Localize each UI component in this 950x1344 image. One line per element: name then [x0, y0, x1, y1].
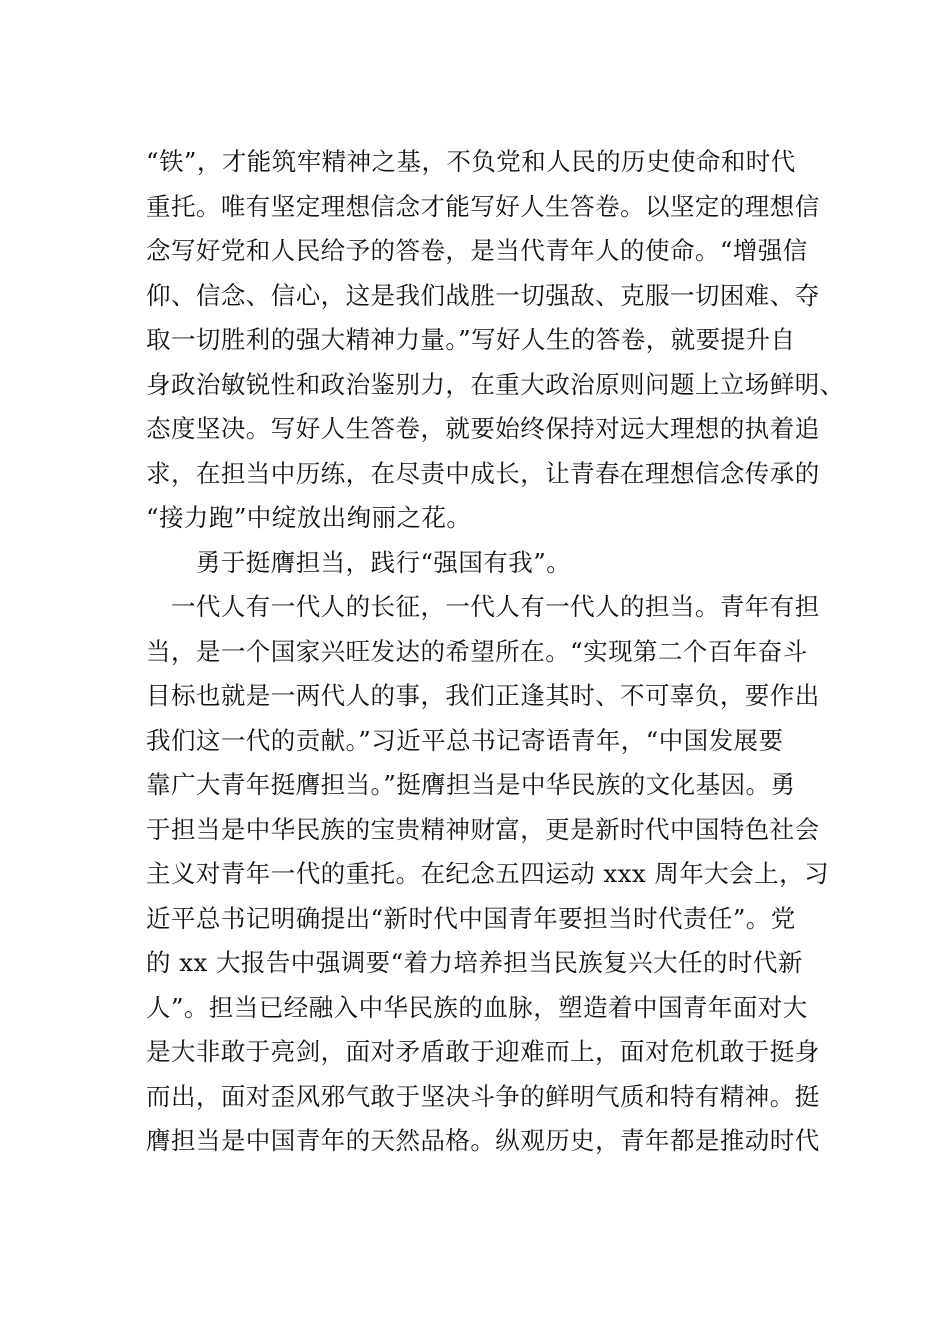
text-line: 当，是一个国家兴旺发达的希望所在。“实现第二个百年奋斗: [146, 636, 808, 666]
text-line: 念写好党和人民给予的答卷，是当代青年人的使命。“增强信: [146, 236, 808, 265]
text-line: 的 xx 大报告中强调要“着力培养担当民族复兴大任的时代新: [146, 948, 803, 977]
text-line: 靠广大青年挺膺担当。”挺膺担当是中华民族的文化基因。勇: [146, 770, 796, 799]
text-line: 膺担当是中国青年的天然品格。纵观历史，青年都是推动时代: [146, 1126, 820, 1155]
text-line: 人”。担当已经融入中华民族的血脉，塑造着中国青年面对大: [146, 992, 808, 1022]
text-line: 我们这一代的贡献。”习近平总书记寄语青年，“中国发展要: [146, 725, 784, 755]
text-line: “铁”，才能筑牢精神之基，不负党和人民的历史使命和时代: [146, 147, 796, 176]
section-heading: 勇于挺膺担当，践行“强国有我”。: [146, 547, 572, 577]
text-line: 身政治敏锐性和政治鉴别力，在重大政治原则问题上立场鲜明、: [146, 369, 845, 399]
text-line: 是大非敢于亮剑，面对矛盾敢于迎难而上，面对危机敢于挺身: [146, 1037, 820, 1066]
text-line: 于担当是中华民族的宝贵精神财富，更是新时代中国特色社会: [146, 814, 820, 844]
text-line: 态度坚决。写好人生答卷，就要始终保持对远大理想的执着追: [146, 414, 820, 443]
text-line: “接力跑”中绽放出绚丽之花。: [146, 503, 472, 532]
text-line: 而出，面对歪风邪气敢于坚决斗争的鲜明气质和特有精神。挺: [146, 1081, 820, 1111]
text-line: 取一切胜利的强大精神力量。”写好人生的答卷，就要提升自: [146, 325, 796, 354]
text-line: 近平总书记明确提出“新时代中国青年要担当时代责任”。党: [146, 903, 796, 933]
text-line: 仰、信念、信心，这是我们战胜一切强敌、克服一切困难、夺: [146, 280, 820, 310]
text-line: 目标也就是一两代人的事，我们正逢其时、不可辜负，要作出: [146, 681, 820, 710]
text-line: 重托。唯有坚定理想信念才能写好人生答卷。以坚定的理想信: [146, 191, 820, 221]
document-body: [146, 140, 846, 1164]
text-line: 主义对青年一代的重托。在纪念五四运动 xxx 周年大会上，习: [146, 859, 830, 888]
text-line: 一代人有一代人的长征，一代人有一代人的担当。青年有担: [146, 592, 820, 621]
text-line: 求，在担当中历练，在尽责中成长，让青春在理想信念传承的: [146, 458, 820, 488]
